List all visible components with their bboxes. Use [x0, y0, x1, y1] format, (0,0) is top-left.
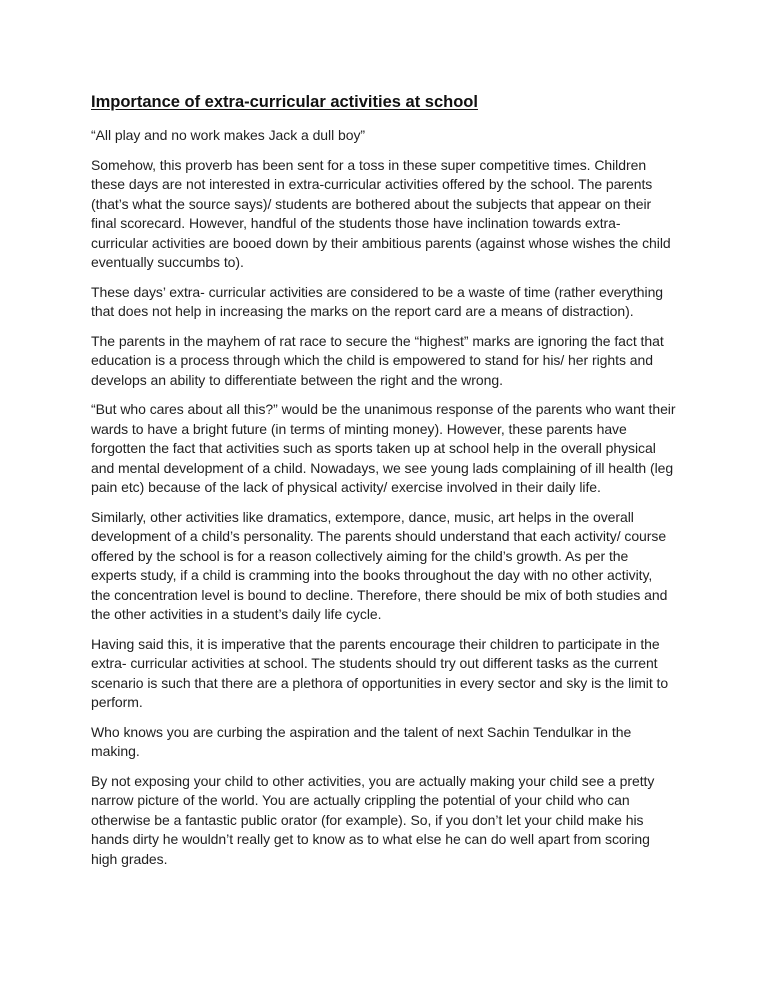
text-line: that does not help in increasing the marks on the report card are a means of distraction). — [91, 303, 634, 319]
text-line: Somehow, this proverb has been sent for a toss in these super competitive times. Children — [91, 156, 647, 173]
body-paragraph — [91, 723, 687, 762]
text-line: offered by the school is for a reason collectively aiming for the child’s growth. As per the — [91, 547, 629, 564]
text-line: Similarly, other activities like dramatics, extempore, dance, music, art helps in the overall — [91, 508, 634, 525]
text-line: hands dirty he wouldn’t really get to know as to what else he can do well apart from scoring — [91, 831, 650, 847]
text-line: development of a child’s personality. The parents should understand that each activity/ course — [91, 528, 667, 544]
body-paragraph — [91, 400, 687, 498]
text-line: education is a process through which the child is empowered to stand for his/ her rights and — [91, 352, 653, 368]
body-paragraph — [91, 772, 687, 870]
text-line: Who knows you are curbing the aspiration and the talent of next Sachin Tendulkar in the — [91, 723, 632, 740]
text-line: forgotten the fact that activities such as sports taken up at school help in the overall physical — [91, 440, 656, 456]
text-line: These days’ extra- curricular activities are considered to be a waste of time (rather everything — [91, 283, 664, 300]
text-line: develops an ability to differentiate between the right and the wrong. — [91, 371, 503, 388]
epigraph-quote — [91, 126, 687, 146]
text-line: wards to have a bright future (in terms of minting money). However, these parents have — [91, 420, 627, 437]
text-line: By not exposing your child to other activities, you are actually making your child see a pretty — [91, 772, 655, 789]
text-line: curricular activities are booed down by their ambitious parents (against whose wishes the child — [91, 234, 671, 251]
text-line: “All play and no work makes Jack a dull boy” — [91, 127, 366, 143]
text-line: experts study, if a child is cramming into the books throughout the day with no other activity, — [91, 567, 653, 583]
text-line: narrow picture of the world. You are actually crippling the potential of your child who can — [91, 792, 630, 808]
body-paragraph — [91, 508, 687, 625]
document-page — [91, 92, 687, 879]
text-line: pain etc) because of the lack of physical activity/ exercise involved in their daily life. — [91, 479, 601, 495]
text-line: the other activities in a student’s daily life cycle. — [91, 606, 382, 622]
text-line: otherwise be a fantastic public orator (for example). So, if you don’t let your child make his — [91, 811, 644, 828]
text-line: scenario is such that there are a plethora of opportunities in every sector and sky is the limit to — [91, 674, 669, 691]
text-line: high grades. — [91, 850, 168, 867]
text-line: these days are not interested in extra-curricular activities offered by the school. The parents — [91, 176, 653, 192]
body-paragraph — [91, 156, 687, 273]
text-line: making. — [91, 743, 140, 759]
text-line: The parents in the mayhem of rat race to secure the “highest” marks are ignoring the fact that — [91, 332, 664, 349]
text-line: final scorecard. However, handful of the students those have inclination towards extra- — [91, 215, 621, 231]
text-line: perform. — [91, 694, 143, 710]
text-line: extra- curricular activities at school. The students should try out different tasks as the current — [91, 655, 658, 671]
body-paragraph — [91, 283, 687, 322]
text-line: “But who cares about all this?” would be the unanimous response of the parents who want their — [91, 401, 676, 417]
body-paragraph — [91, 332, 687, 391]
text-line: eventually succumbs to). — [91, 254, 244, 270]
text-line: Having said this, it is imperative that the parents encourage their children to participate in the — [91, 635, 660, 652]
text-line: (that’s what the source says)/ students are bothered about the subjects that appear on their — [91, 195, 652, 212]
text-line: the concentration level is bound to decline. Therefore, there should be mix of both studies and — [91, 586, 668, 603]
body-paragraph — [91, 635, 687, 713]
document-title: Importance of extra-curricular activities at school — [91, 93, 478, 111]
text-line: and mental development of a child. Nowadays, we see young lads complaining of ill health (leg — [91, 459, 674, 476]
document-body — [91, 126, 687, 869]
